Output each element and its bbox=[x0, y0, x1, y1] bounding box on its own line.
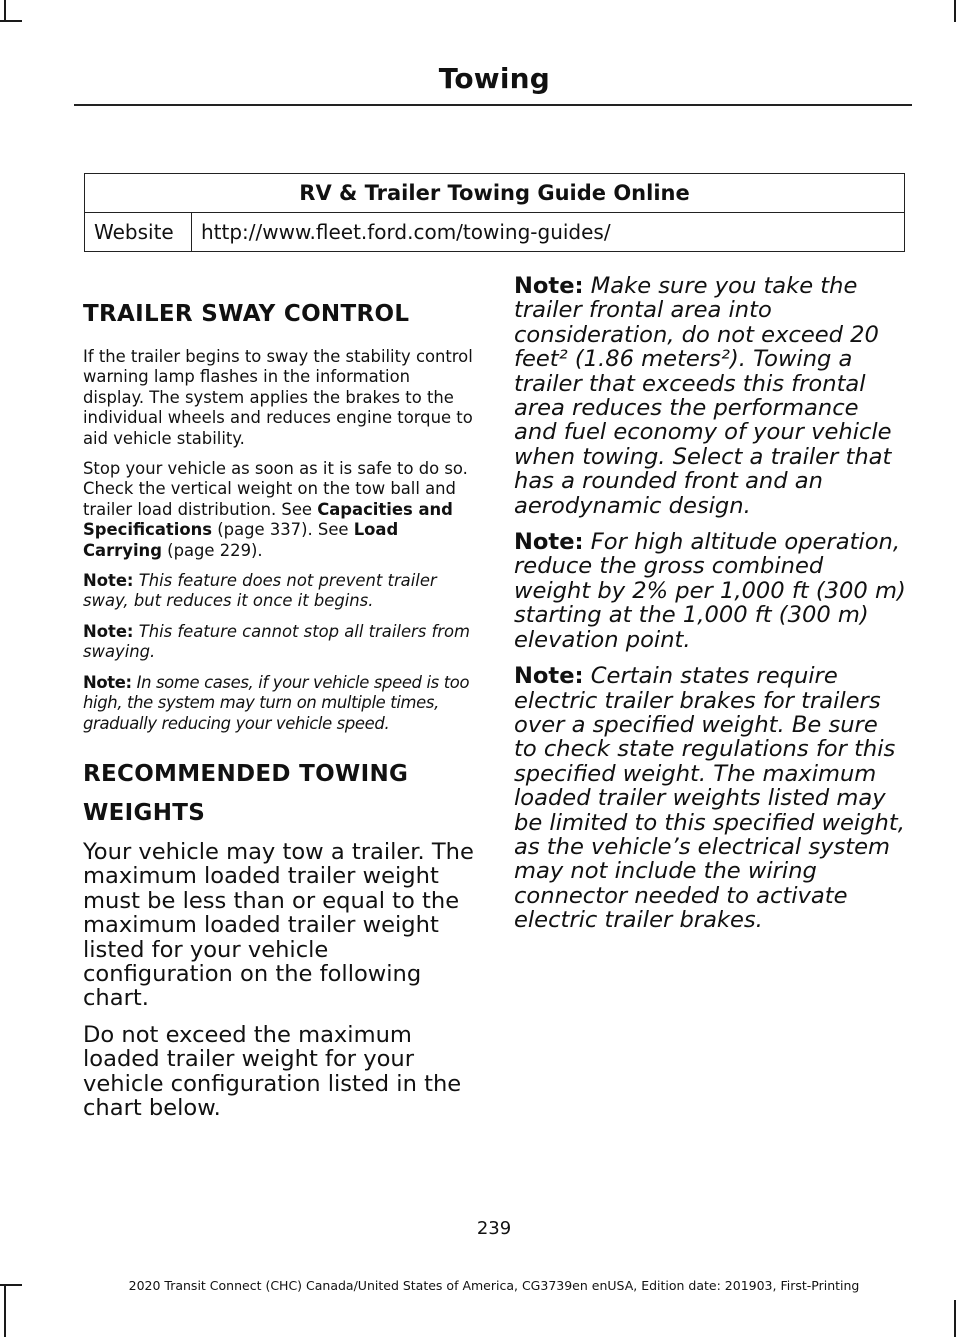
crop-mark bbox=[954, 1300, 956, 1337]
crop-mark bbox=[0, 20, 22, 22]
body-paragraph: If the trailer begins to sway the stability control warning lamp flashes in the information display. The system applies the brakes to the individual wheels and reduces engine torque to aid vehicle stability. bbox=[83, 347, 473, 448]
section-heading-sway: TRAILER SWAY CONTROL bbox=[83, 301, 410, 327]
body-paragraph: Your vehicle may tow a trailer. The maximum loaded trailer weight must be less than or equal to the maximum loaded trailer weight listed for your vehicle configuration on the following chart. bbox=[83, 838, 474, 1012]
header-divider bbox=[74, 104, 912, 106]
crop-mark bbox=[954, 0, 956, 22]
page-header-title: Towing bbox=[438, 62, 550, 95]
section-heading-weights: RECOMMENDED TOWING WEIGHTS bbox=[83, 760, 409, 826]
table-cell-url[interactable]: http://www.fleet.ford.com/towing-guides/ bbox=[192, 213, 905, 252]
table-title: RV & Trailer Towing Guide Online bbox=[85, 174, 905, 213]
cross-reference-link[interactable]: Capacities and Specifications bbox=[83, 499, 453, 540]
body-paragraph: Stop your vehicle as soon as it is safe to do so. Check the vertical weight on the tow ball and trailer load distribution. See Capacities and Specifications (page 337). See Load Carrying (page 229). bbox=[83, 459, 468, 560]
left-column bbox=[83, 300, 475, 1132]
table-cell-label: Website bbox=[85, 213, 192, 252]
cross-reference-link[interactable]: Load Carrying bbox=[83, 520, 399, 560]
edition-footer: 2020 Transit Connect (CHC) Canada/United States of America, CG3739en enUSA, Edition date: 201903, First-Printing bbox=[128, 1278, 860, 1293]
note-paragraph: Note: In some cases, if your vehicle speed is too high, the system may turn on multiple times, gradually reducing your vehicle speed. bbox=[83, 672, 470, 733]
note-paragraph: Note: This feature does not prevent trailer sway, but reduces it once it begins. bbox=[83, 571, 437, 611]
towing-guide-table bbox=[84, 173, 905, 252]
right-column bbox=[514, 274, 906, 945]
note-paragraph: Note: Make sure you take the trailer frontal area into consideration, do not exceed 20 feet² (1.86 meters²). Towing a trailer that exceeds this frontal area reduces the performance and fuel economy of your vehicle when towing. Select a trailer that has a rounded front and an aerodynamic design. bbox=[514, 273, 892, 519]
crop-mark bbox=[4, 0, 6, 22]
table-row bbox=[85, 213, 905, 252]
body-paragraph: Do not exceed the maximum loaded trailer weight for your vehicle configuration listed in the chart below. bbox=[83, 1021, 462, 1121]
note-paragraph: Note: For high altitude operation, reduce the gross combined weight by 2% per 1,000 ft (300 m) starting at the 1,000 ft (300 m) elevation point. bbox=[514, 529, 906, 653]
page-number: 239 bbox=[476, 1218, 512, 1239]
note-paragraph: Note: Certain states require electric trailer brakes for trailers over a specified weight. Be sure to check state regulations for this specified weight. The maximum loaded trailer weights listed may be limited to this specified weight, as the vehicle’s electrical system may not include the wiring connector needed to activate electric trailer brakes. bbox=[514, 663, 905, 934]
note-paragraph: Note: This feature cannot stop all trailers from swaying. bbox=[83, 621, 471, 662]
